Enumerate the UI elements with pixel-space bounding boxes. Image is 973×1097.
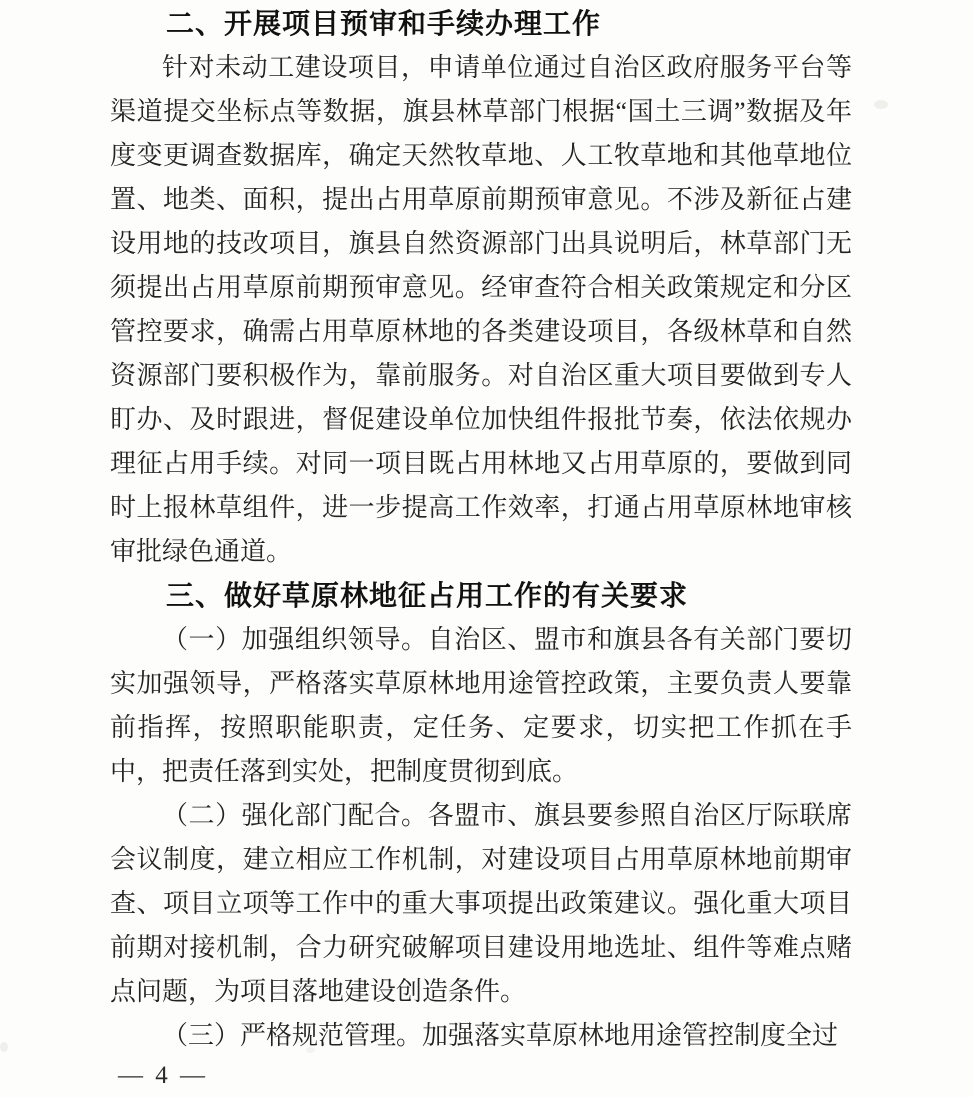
- scan-artifact: [0, 1042, 8, 1052]
- paragraph-item2-coordination: （二）强化部门配合。各盟市、旗县要参照自治区厅际联席会议制度，建立相应工作机制，对建设项目占用草原林地前期审查、项目立项等工作中的重大事项提出政策建议。强化重大项目前期对接机制，合力研究破解项目建设用地选址、组件等难点赌点问题，为项目落地建设创造条件。: [110, 801, 852, 1006]
- scan-artifact: [874, 100, 888, 109]
- section-heading-2: 二、开展项目预审和手续办理工作: [166, 8, 602, 39]
- paragraph-item3-regulation: （三）严格规范管理。加强落实草原林地用途管控制度全过: [162, 1021, 839, 1050]
- paragraph-preliminary-review: 针对未动工建设项目，申请单位通过自治区政府服务平台等渠道提交坐标点等数据，旗县林草部门根据“国土三调”数据及年度变更调查数据库，确定天然牧草地、人工牧草地和其他草地位置、地类、面积，提出占用草原前期预审意见。不涉及新征占建设用地的技改项目，旗县自然资源部门出具说明后，林草部门无须提出占用草原前期预审意见。经审查符合相关政策规定和分区管控要求，确需占用草原林地的各类建设项目，各级林草和自然资源部门要积极作为，靠前服务。对自治区重大项目要做到专人盯办、及时跟进，督促建设单位加快组件报批节奏，依法依规办理征占用手续。对同一项目既占用林地又占用草原的，要做到同时上报林草组件，进一步提高工作效率，打通占用草原林地审核审批绿色通道。: [110, 53, 852, 566]
- paragraph-item1-leadership: （一）加强组织领导。自治区、盟市和旗县各有关部门要切实加强领导，严格落实草原林地用途管控政策，主要负责人要靠前指挥，按照职能职责，定任务、定要求，切实把工作抓在手中，把责任落到实处，把制度贯彻到底。: [110, 625, 852, 786]
- page-number: — 4 —: [118, 1062, 208, 1089]
- scan-artifact: [306, 1047, 315, 1053]
- section-heading-3: 三、做好草原林地征占用工作的有关要求: [166, 580, 689, 611]
- document-body: [110, 2, 852, 1058]
